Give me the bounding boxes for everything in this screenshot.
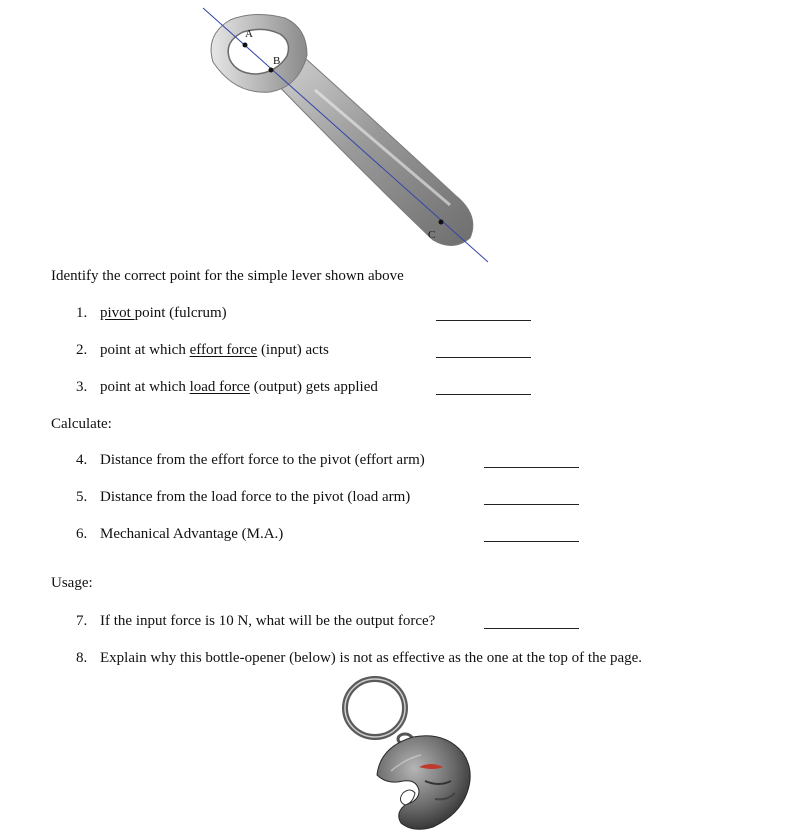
term-effort-force: effort force: [189, 342, 258, 358]
question-number: 5.: [76, 489, 88, 505]
opener-handle: [265, 58, 473, 246]
intro-text: Identify the correct point for the simple lever shown above: [51, 268, 404, 284]
question-3: 3. point at which load force (output) gets applied: [76, 379, 378, 395]
point-c-label: C: [428, 229, 436, 241]
keychain-opener-image: [335, 675, 480, 831]
question-number: 8.: [76, 650, 88, 666]
question-number: 1.: [76, 305, 88, 321]
question-number: 3.: [76, 379, 88, 395]
question-number: 4.: [76, 452, 88, 468]
point-b-label: B: [273, 55, 281, 67]
question-5: 5. Distance from the load force to the pivot (load arm): [76, 489, 411, 505]
question-4: 4. Distance from the effort force to the pivot (effort arm): [76, 452, 425, 468]
point-b-dot: [269, 68, 274, 73]
answer-blank-1[interactable]: [436, 320, 531, 321]
question-number: 7.: [76, 613, 88, 629]
question-1: 1. pivot point (fulcrum): [76, 305, 227, 321]
question-number: 6.: [76, 526, 88, 542]
question-8: 8. Explain why this bottle-opener (below) is not as effective as the one at the top of the page.: [76, 650, 643, 666]
usage-heading: Usage:: [51, 575, 93, 591]
question-6: 6. Mechanical Advantage (M.A.): [76, 526, 284, 542]
answer-blank-5[interactable]: [484, 504, 579, 505]
bottle-opener-lever-diagram: [195, 0, 495, 270]
term-load-force: load force: [189, 379, 250, 395]
point-a-dot: [243, 43, 248, 48]
answer-blank-4[interactable]: [484, 467, 579, 468]
question-7: 7. If the input force is 10 N, what will be the output force?: [76, 613, 436, 629]
panther-head-opener: [377, 736, 470, 830]
answer-blank-6[interactable]: [484, 541, 579, 542]
point-a-label: A: [245, 28, 253, 40]
answer-blank-3[interactable]: [436, 394, 531, 395]
calculate-heading: Calculate:: [51, 416, 112, 432]
question-number: 2.: [76, 342, 88, 358]
answer-blank-7[interactable]: [484, 628, 579, 629]
term-pivot: pivot: [100, 305, 135, 321]
answer-blank-2[interactable]: [436, 357, 531, 358]
point-c-dot: [439, 220, 444, 225]
question-2: 2. point at which effort force (input) acts: [76, 342, 329, 358]
